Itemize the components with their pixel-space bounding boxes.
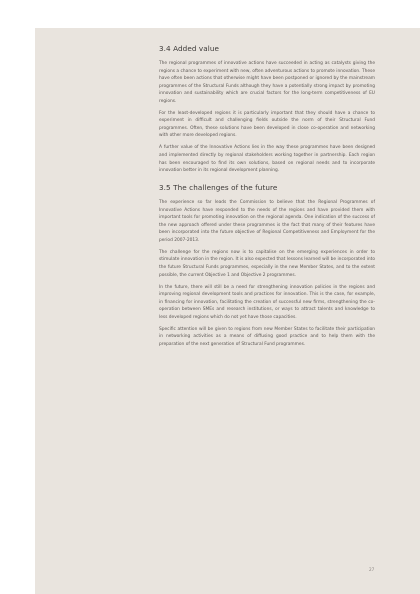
section-heading-challenges: 3.5 The challenges of the future — [159, 183, 278, 193]
paragraph: For the least-developed regions it is particularly important that they should have a chance to experiment in difficult and challenging fields outside the norm of their Structural Fund programmes. Often, these solutions have been developed in close co-operation and networking with other more developed regions. — [159, 110, 375, 139]
content-column — [159, 44, 375, 349]
paragraph: A further value of the Innovative Actions lies in the way these programmes have been designed and implemented directly by regional stakeholders working together in partnership. Each region has been encouraged to find its own solutions, based on regional needs and to incorporate innovation better in its regional development planning. — [159, 145, 375, 174]
paragraph: The regional programmes of innovative actions have succeeded in acting as catalysts giving the regions a chance to experiment with new, often adventurous actions to promote innovation. These have often been actions that otherwise might have been postponed or ignored by the mainstream programmes of the Structural Funds although they have a potentially strong impact by promoting innovation and sustainability which are crucial factors for the long-term competitiveness of EU regions. — [159, 61, 375, 104]
section-heading-added-value: 3.4 Added value — [159, 44, 220, 53]
paragraph: The experience so far leads the Commission to believe that the Regional Programmes of Innovative Actions have responded to the needs of the regions and have provided them with important tools for promoting innovation on the regional agenda. One indication of the success of the new approach offered under these programmes is the fact that many of their features have been incorporated into the future objective of Regional Competitiveness and Employment for the period 2007-2013. — [159, 200, 375, 243]
paragraph: In the future, there will still be a need for strengthening innovation policies in the regions and improving regional development tools and practices for innovation. This is the case, for example, in financing for innovation, facilitating the creation of successful new firms, strengthening the co-operation between SMEs and research institutions, or ways to attract talents and knowledge to less developed regions which do not yet have those capacities. — [159, 284, 375, 320]
page-number: 27 — [369, 567, 375, 572]
paragraph: The challenge for the regions now is to capitalise on the emerging experiences in order to stimulate innovation in the region. It is also expected that lessons learned will be incorporated into the future Structural Funds programmes, especially in the new Member States, and to the extent possible, the current Objective 1 and Objective 2 programmes. — [159, 249, 375, 278]
paragraph: Specific attention will be given to regions from new Member States to facilitate their participation in networking activities as a means of diffusing good practice and to help them with the preparation of the next generation of Structural Fund programmes. — [159, 326, 375, 347]
